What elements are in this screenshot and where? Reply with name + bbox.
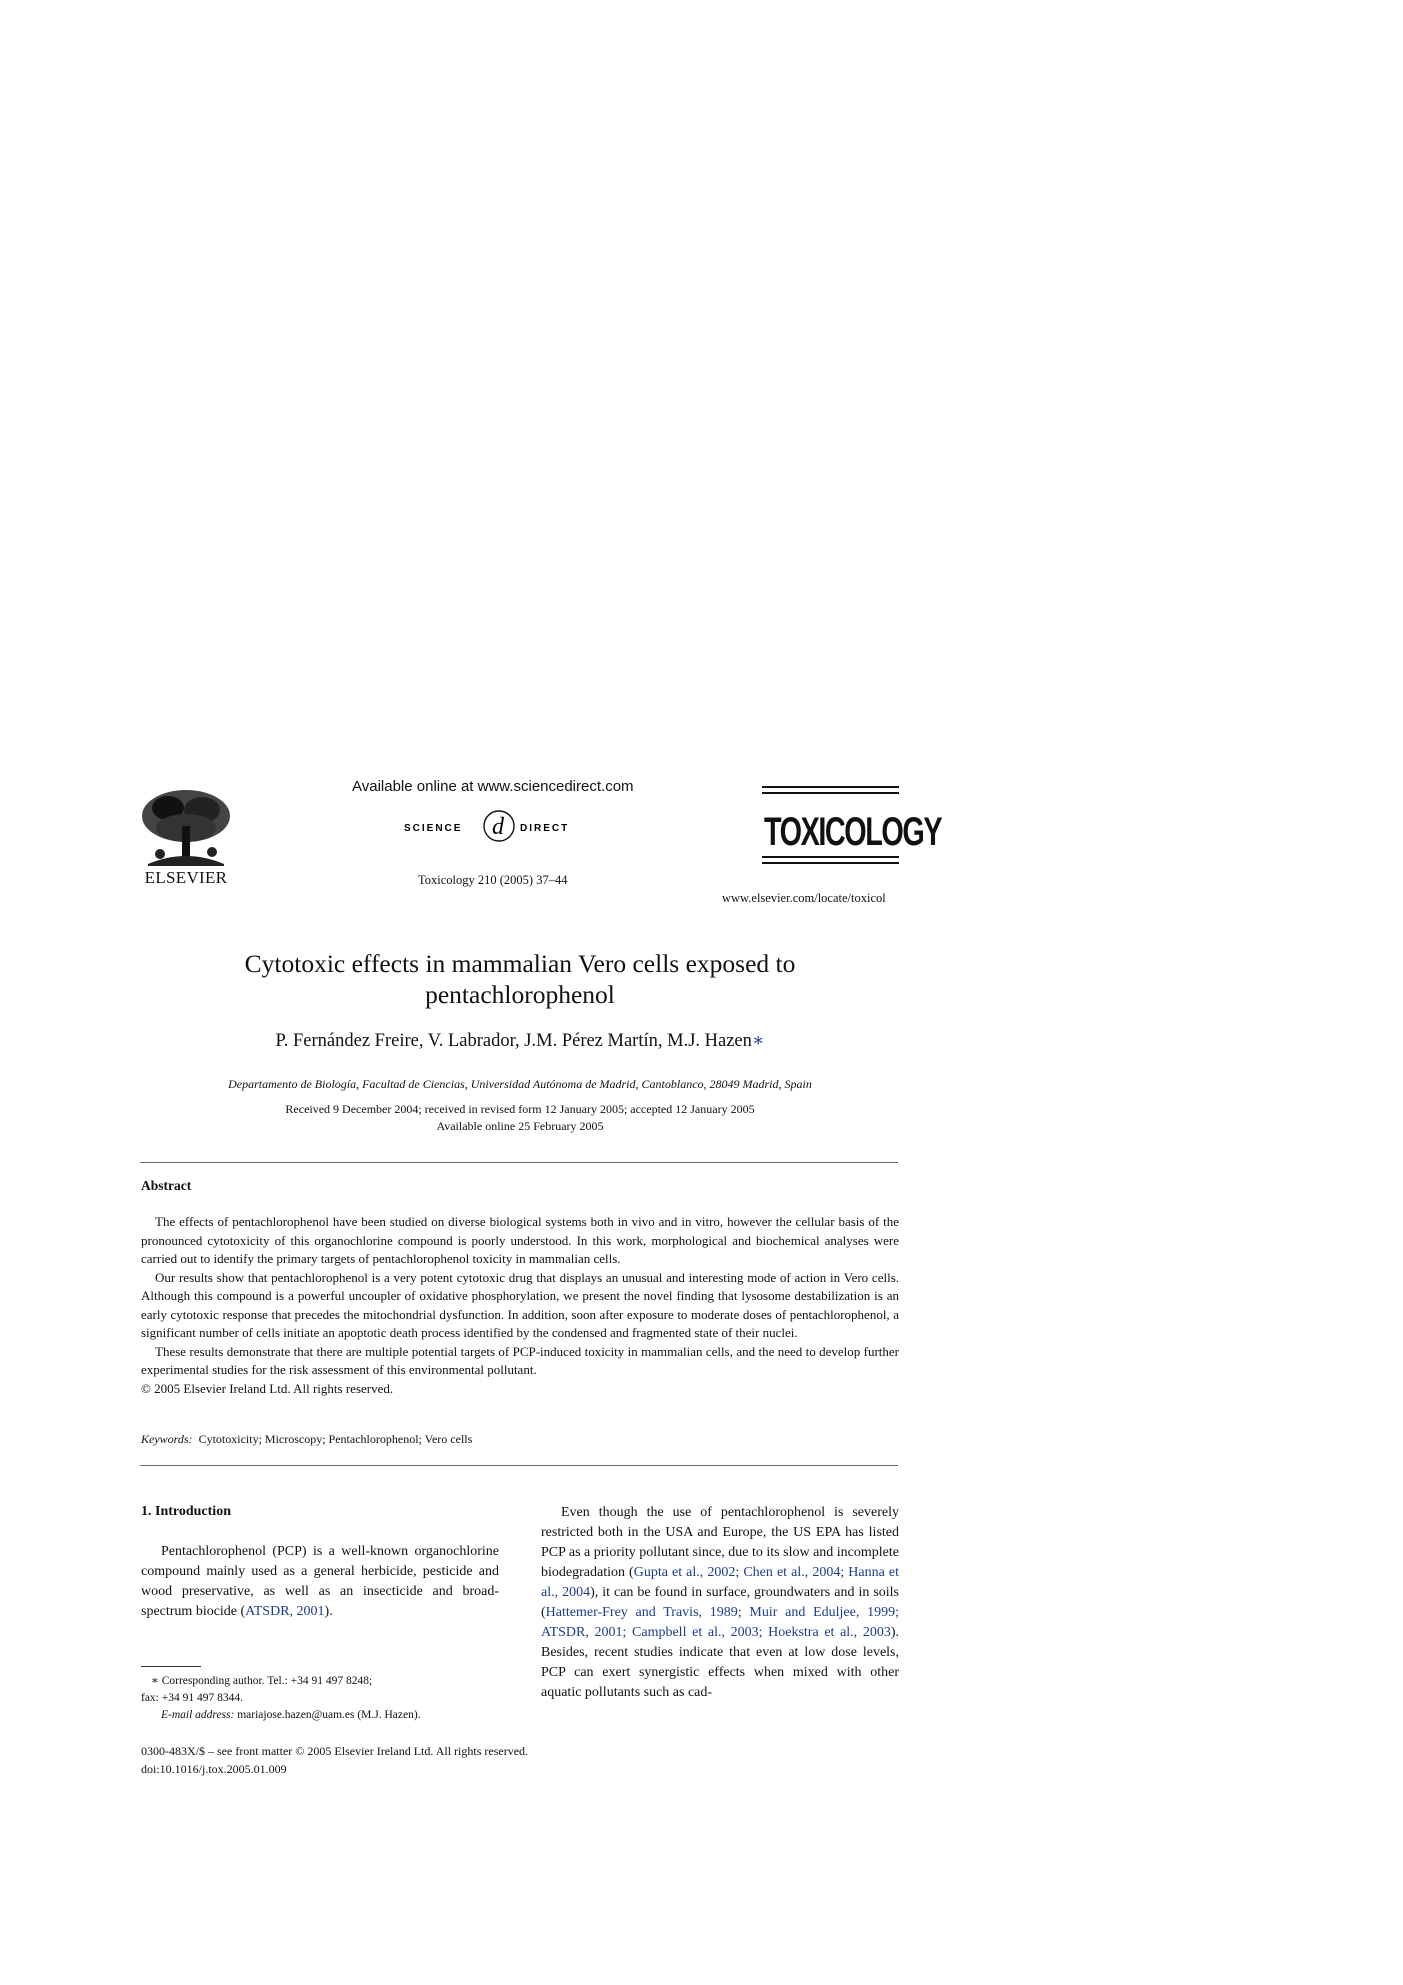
intro-text: ). Besides, recent studies indicate that even at low dose levels, PCP can exert synergistic effects when mixed with other aquatic pollutants such as cad- — [541, 1625, 899, 1700]
available-online-text[interactable]: Available online at www.sciencedirect.com — [352, 778, 634, 795]
abstract-paragraph-1: The effects of pentachlorophenol have been studied on diverse biological systems both in vivo and in vitro, however the cellular basis of the pronounced cytotoxicity of this organochlorine compound is poorly understood. In this work, morphological and biochemical analyses were carried out to identify the primary targets of pentachlorophenol toxicity in mammalian cells. — [141, 1214, 899, 1266]
footnote — [141, 1673, 501, 1724]
journal-url[interactable]: www.elsevier.com/locate/toxicol — [722, 891, 886, 905]
affiliation: Departamento de Biología, Facultad de Ciencias, Universidad Autónoma de Madrid, Cantoblanco, 28049 Madrid, Spain — [228, 1077, 812, 1091]
citation-link[interactable]: ATSDR, 2001 — [245, 1604, 325, 1619]
abstract-heading: Abstract — [141, 1178, 192, 1193]
section-heading-introduction: 1. Introduction — [141, 1504, 231, 1519]
citation-link[interactable]: Hattemer-Frey and Travis, 1989; Muir and Eduljee, 1999; ATSDR, 2001; Campbell et al., 2003; Hoekstra et al., 2003 — [541, 1605, 899, 1640]
corresponding-author-mark[interactable]: ∗ — [751, 1031, 765, 1051]
journal-reference: Toxicology 210 (2005) 37–44 — [418, 873, 568, 887]
intro-left-column — [141, 1542, 499, 1622]
journal-rule-bottom — [762, 856, 899, 858]
footer-doi[interactable]: doi:10.1016/j.tox.2005.01.009 — [141, 1762, 287, 1776]
divider-top — [140, 1162, 898, 1163]
intro-text: Even though the use of pentachlorophenol is severely restricted both in the USA and Europe, the US EPA has listed PCP as a priority pollutant since, due to its slow and incomplete biodegradation ( — [541, 1505, 899, 1580]
footnote-fax: fax: +34 91 497 8344. — [141, 1692, 243, 1704]
svg-text:d: d — [492, 814, 504, 840]
journal-name: TOXICOLOGY — [764, 810, 942, 854]
email-value[interactable]: mariajose.hazen@uam.es (M.J. Hazen). — [234, 1709, 421, 1721]
journal-rule-top-2 — [762, 792, 899, 794]
author-list — [180, 1030, 860, 1052]
intro-text-end: ). — [324, 1604, 333, 1619]
journal-rule-top — [762, 786, 899, 788]
intro-paragraph-1 — [141, 1542, 499, 1622]
publisher-name: ELSEVIER — [144, 868, 228, 887]
journal-rule-bottom-2 — [762, 862, 899, 864]
page-footer — [141, 1742, 528, 1778]
abstract-paragraph-2: Our results show that pentachlorophenol is a very potent cytotoxic drug that displays an unusual and interesting mode of action in Vero cells. Although this compound is a powerful uncoupler of oxidative phosphorylation, we present the novel finding that lysosome destabilization is an early cytotoxic response that precedes the mitochondrial dysfunction. In addition, soon after exposure to moderate doses of pentachlorophenol, a significant number of cells initiate an apoptotic death process identified by the condensed and fragmented state of their nuclei. — [141, 1269, 899, 1340]
abstract-paragraph-3: These results demonstrate that there are multiple potential targets of PCP-induced toxicity in mammalian cells, and the need to develop further experimental studies for the risk assessment of this environmental pollutant. — [141, 1343, 899, 1377]
footnote-rule — [141, 1666, 201, 1667]
abstract-copyright: © 2005 Elsevier Ireland Ltd. All rights reserved. — [141, 1380, 394, 1396]
email-label: E-mail address: — [161, 1709, 235, 1721]
intro-paragraph-2 — [541, 1503, 899, 1703]
intro-text: ), it can be found in surface, groundwaters and in soils ( — [541, 1585, 899, 1620]
keywords — [141, 1432, 472, 1447]
title-line-1: Cytotoxic effects in mammalian Vero cells exposed to — [244, 949, 796, 978]
article-dates — [180, 1101, 860, 1135]
footer-issn: 0300-483X/$ – see front matter © 2005 Elsevier Ireland Ltd. All rights reserved. — [141, 1744, 529, 1758]
intro-right-column — [541, 1503, 899, 1703]
title-line-2: pentachlorophenol — [425, 980, 615, 1009]
abstract-body — [141, 1213, 899, 1398]
footnote-corresponding: ∗ Corresponding author. Tel.: +34 91 497 8248; — [151, 1675, 373, 1687]
received-dates: Received 9 December 2004; received in revised form 12 January 2005; accepted 12 January 2005 — [285, 1102, 755, 1116]
keywords-label: Keywords: — [141, 1432, 193, 1446]
article-title — [180, 948, 860, 1010]
sciencedirect-logo — [404, 805, 594, 845]
footnote-email — [141, 1707, 501, 1724]
keywords-values: Cytotoxicity; Microscopy; Pentachlorophenol; Vero cells — [198, 1432, 473, 1446]
available-date: Available online 25 February 2005 — [436, 1119, 604, 1133]
sciencedirect-right-word: DIRECT — [520, 823, 570, 834]
sciencedirect-left-word: SCIENCE — [404, 823, 463, 834]
intro-text: Pentachlorophenol (PCP) is a well-known organochlorine compound mainly used as a general herbicide, pesticide and wood preservative, as well as an insecticide and broad-spectrum biocide ( — [141, 1544, 499, 1619]
authors-text: P. Fernández Freire, V. Labrador, J.M. Pérez Martín, M.J. Hazen — [275, 1031, 752, 1051]
citation-link[interactable]: Gupta et al., 2002; Chen et al., 2004; Hanna et al., 2004 — [541, 1565, 899, 1600]
divider-bottom — [140, 1465, 898, 1466]
